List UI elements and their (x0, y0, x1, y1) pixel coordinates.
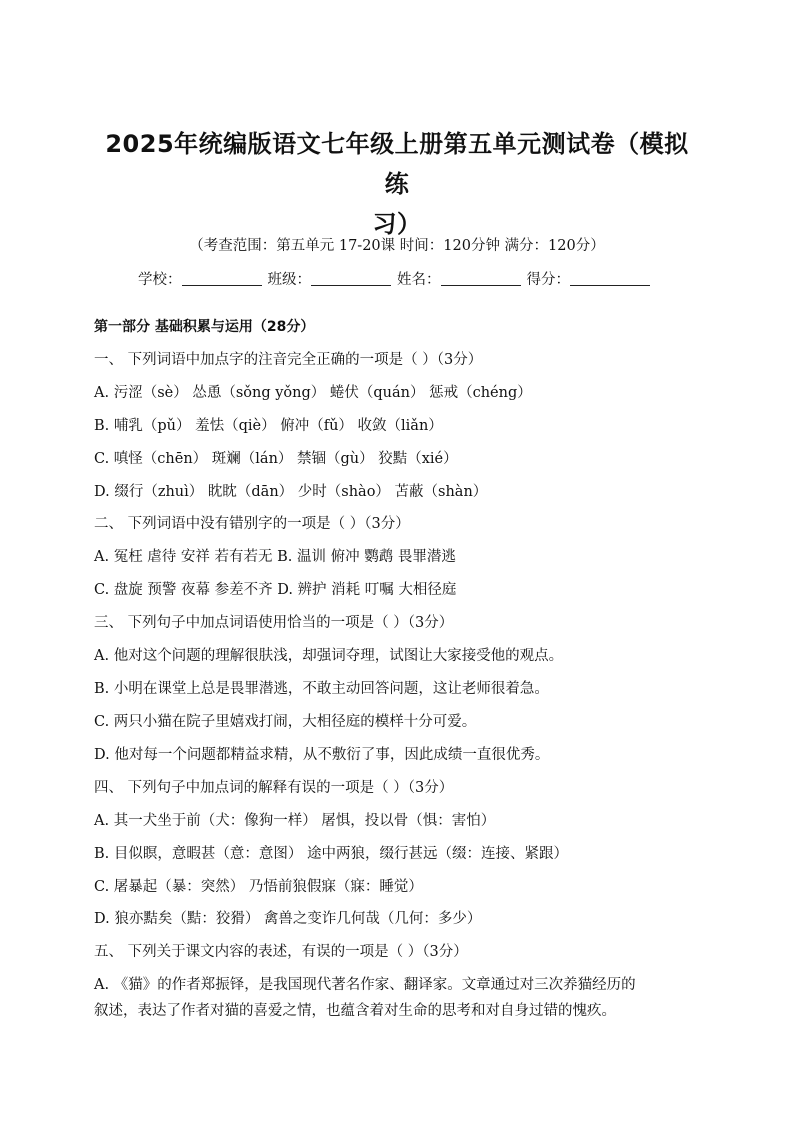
title-line-2: 习） (372, 210, 422, 238)
question-5-option-a-line-2: 叙述，表达了作者对猫的喜爱之情，也蕴含着对生命的思考和对自身过错的愧疚。 (94, 1003, 616, 1019)
question-1-option-d: D. 缀行（zhuì） 眈眈（dān） 少时（shào） 苫蔽（shàn） (94, 484, 488, 500)
section-heading: 第一部分 基础积累与运用（28分） (94, 319, 315, 335)
question-1-stem: 一、 下列词语中加点字的注音完全正确的一项是（ ）（3分） (94, 352, 483, 368)
school-blank[interactable] (182, 271, 262, 286)
question-1-option-b: B. 哺乳（pǔ） 羞怯（qiè） 俯冲（fǔ） 收敛（liǎn） (94, 418, 443, 434)
question-4-option-d: D. 狼亦黠矣（黠：狡猾） 禽兽之变诈几何哉（几何：多少） (94, 911, 482, 927)
title-line-1: 2025年统编版语文七年级上册第五单元测试卷（模拟练 (105, 130, 689, 198)
class-label: 班级： (267, 272, 311, 288)
question-4-option-b: B. 目似瞑，意暇甚（意：意图） 途中两狼，缀行甚远（缀：连接、紧跟） (94, 846, 568, 862)
question-2-options-ab: A. 冤枉 虐待 安祥 若有若无 B. 温训 俯冲 鹦鹉 畏罪潜逃 (94, 549, 456, 565)
question-4-option-a: A. 其一犬坐于前（犬：像狗一样） 屠惧，投以骨（惧：害怕） (94, 813, 496, 829)
student-info-row (0, 268, 794, 289)
name-label: 姓名： (397, 272, 441, 288)
question-3-option-b: B. 小明在课堂上总是畏罪潜逃，不敢主动回答问题，这让老师很着急。 (94, 681, 549, 697)
question-3-stem: 三、 下列句子中加点词语使用恰当的一项是（ ）（3分） (94, 615, 454, 631)
page-title (96, 124, 698, 244)
question-3-option-c: C. 两只小猫在院子里嬉戏打闹，大相径庭的模样十分可爱。 (94, 714, 477, 730)
name-blank[interactable] (441, 271, 521, 286)
question-5-option-a-line-1: A. 《猫》的作者郑振铎，是我国现代著名作家、翻译家。文章通过对三次养猫经历的 (94, 977, 636, 993)
score-blank[interactable] (570, 271, 650, 286)
school-label: 学校： (138, 272, 182, 288)
question-3-option-a: A. 他对这个问题的理解很肤浅，却强词夺理，试图让大家接受他的观点。 (94, 648, 564, 664)
question-1-option-a: A. 污涩（sè） 怂恿（sǒng yǒng） 蜷伏（quán） 惩戒（chéng） (94, 385, 532, 401)
exam-scope: （考查范围：第五单元 17-20课 时间：120分钟 满分：120分） (189, 238, 605, 254)
question-3-option-d: D. 他对每一个问题都精益求精，从不敷衍了事，因此成绩一直很优秀。 (94, 747, 550, 763)
question-2-options-cd: C. 盘旋 预警 夜幕 参差不齐 D. 辨护 消耗 叮嘱 大相径庭 (94, 582, 457, 598)
question-5-stem: 五、 下列关于课文内容的表述，有误的一项是（ ）（3分） (94, 944, 468, 960)
question-1-option-c: C. 嗔怪（chēn） 斑斓（lán） 禁锢（gù） 狡黠（xié） (94, 451, 458, 467)
class-blank[interactable] (311, 271, 391, 286)
question-4-stem: 四、 下列句子中加点词的解释有误的一项是（ ）（3分） (94, 780, 454, 796)
score-label: 得分： (526, 272, 570, 288)
question-2-stem: 二、 下列词语中没有错别字的一项是（ ）（3分） (94, 516, 410, 532)
question-4-option-c: C. 屠暴起（暴：突然） 乃悟前狼假寐（寐：睡觉） (94, 879, 423, 895)
